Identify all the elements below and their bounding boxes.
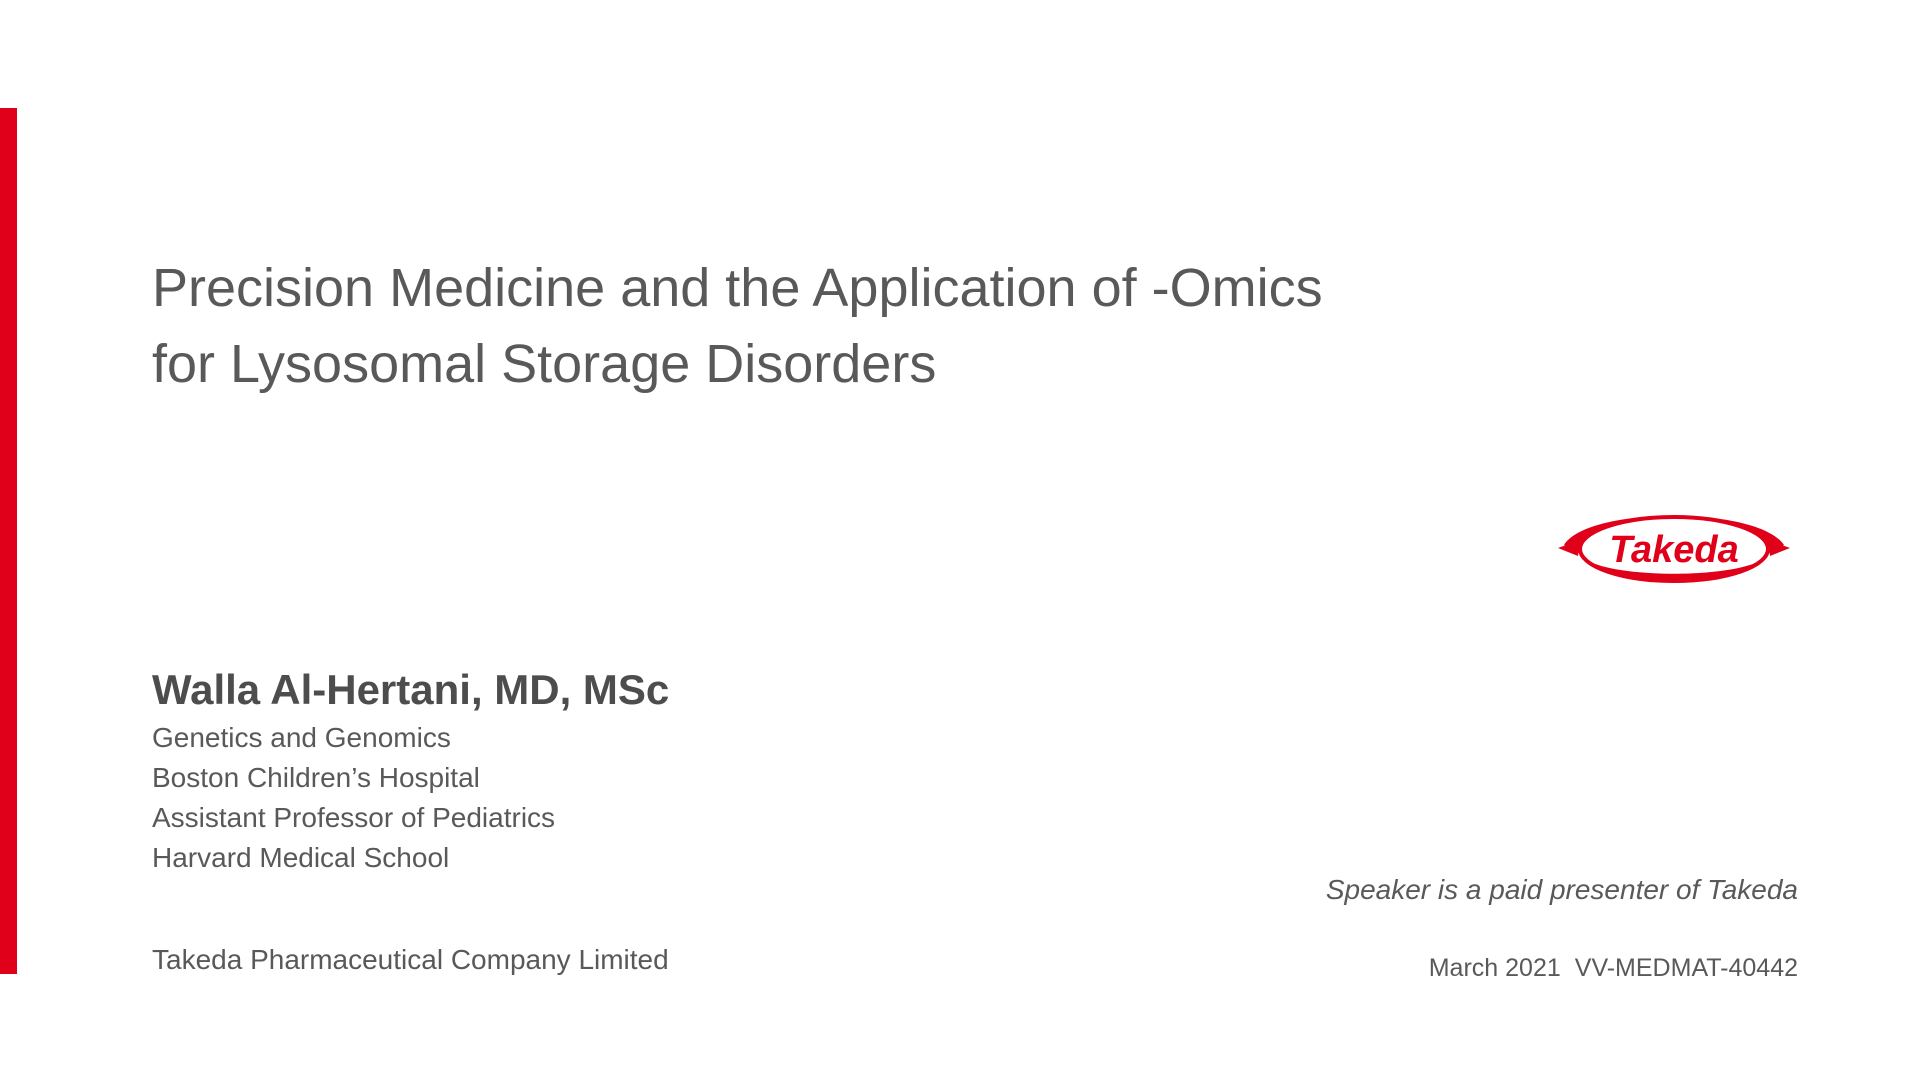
affiliation-dept: Genetics and Genomics (152, 722, 451, 753)
footer-date: March 2021 (1428, 954, 1561, 982)
logo-wordmark: Takeda (1609, 529, 1739, 571)
footer-reference (1429, 950, 1798, 986)
title-line-2: for Lysosomal Storage Disorders (152, 334, 937, 394)
accent-bar (0, 108, 17, 974)
title-line-1: Precision Medicine and the Application of -Omics (152, 258, 1323, 318)
affiliation-school: Harvard Medical School (152, 842, 450, 873)
slide-title (152, 250, 1552, 402)
affiliation-position: Assistant Professor of Pediatrics (152, 802, 556, 833)
takeda-logo (1558, 500, 1790, 590)
footer-code: VV-MEDMAT-40442 (1574, 954, 1798, 982)
company-name: Takeda Pharmaceutical Company Limited (152, 944, 669, 975)
presenter-block (152, 662, 669, 878)
affiliation-hospital: Boston Children’s Hospital (152, 762, 480, 793)
presenter-name: Walla Al-Hertani, MD, MSc (152, 666, 670, 713)
speaker-disclaimer: Speaker is a paid presenter of Takeda (1325, 874, 1798, 905)
